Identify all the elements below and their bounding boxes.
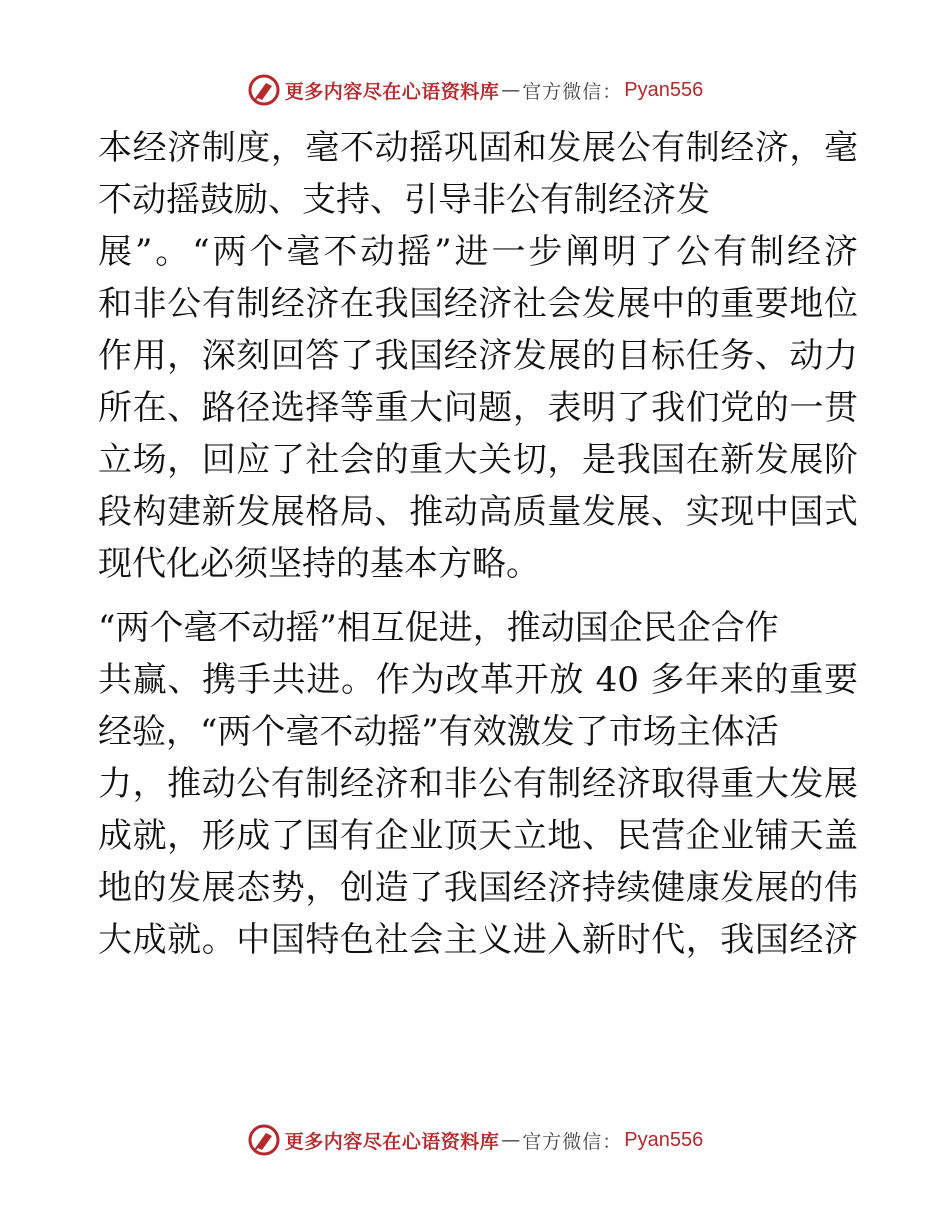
footer-separator: —: [501, 1129, 521, 1151]
text-line: 力，推动公有制经济和非公有制经济取得重大发展: [98, 764, 858, 804]
footer-watermark: [0, 1120, 950, 1160]
header-brand: 更多内容尽在心语资料库: [284, 80, 500, 103]
header-separator: —: [501, 79, 521, 101]
text-line: 作用，深刻回答了我国经济发展的目标任务、动力: [98, 336, 858, 376]
text-line: 不动摇鼓励、支持、引导非公有制经济发: [98, 180, 710, 220]
text-line: 和非公有制经济在我国经济社会发展中的重要地位: [98, 284, 858, 324]
text-line: 现代化必须坚持的基本方略。: [98, 544, 540, 584]
footer-account: Pyan556: [624, 1128, 704, 1151]
brand-logo-icon: [247, 1123, 281, 1157]
text-line: 本经济制度，毫不动摇巩固和发展公有制经济，毫: [98, 128, 858, 168]
text-line: 立场，回应了社会的重大关切，是我国在新发展阶: [98, 440, 858, 480]
header-wechat-label: 官方微信：: [522, 80, 623, 103]
text-line: 成就，形成了国有企业顶天立地、民营企业铺天盖: [98, 816, 858, 856]
text-line: “两个毫不动摇”相互促进，推动国企民企合作: [98, 608, 779, 648]
brand-logo-icon: [247, 73, 281, 107]
footer-brand: 更多内容尽在心语资料库: [284, 1130, 500, 1153]
text-line: 共赢、携手共进。作为改革开放 40 多年来的重要: [98, 660, 858, 700]
text-line: 经验，“两个毫不动摇”有效激发了市场主体活: [98, 712, 779, 752]
text-line: 地的发展态势，创造了我国经济持续健康发展的伟: [98, 868, 858, 908]
header-account: Pyan556: [624, 78, 704, 101]
text-line: 段构建新发展格局、推动高质量发展、实现中国式: [98, 492, 858, 532]
document-body: [98, 122, 858, 966]
header-watermark: [0, 70, 950, 110]
paragraph-1: [98, 122, 858, 590]
text-line: 大成就。中国特色社会主义进入新时代，我国经济: [98, 920, 858, 960]
footer-wechat-label: 官方微信：: [522, 1130, 623, 1153]
paragraph-2: [98, 602, 858, 966]
text-line: 所在、路径选择等重大问题，表明了我们党的一贯: [98, 388, 858, 428]
text-line: 展”。“两个毫不动摇”进一步阐明了公有制经济: [98, 232, 858, 272]
